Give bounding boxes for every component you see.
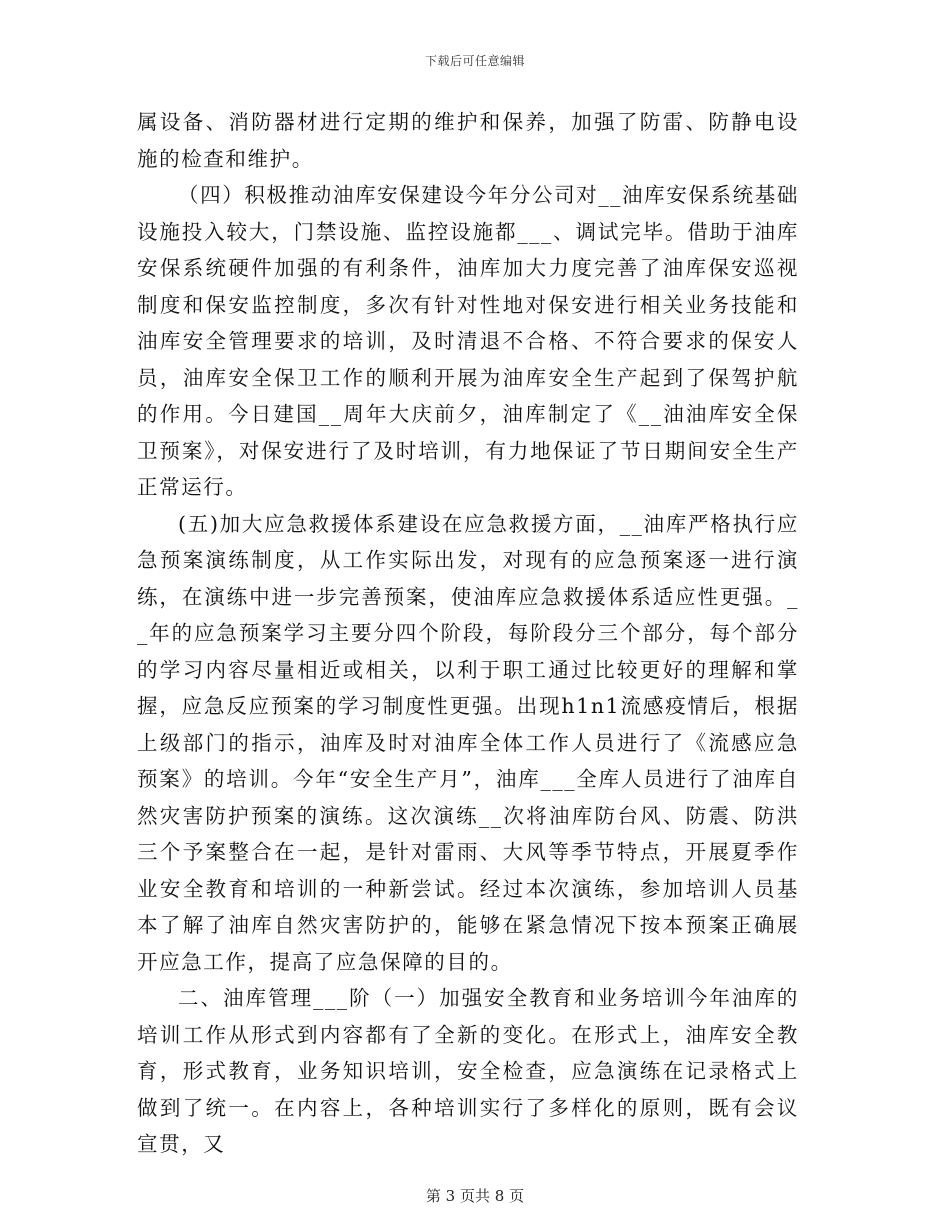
page-header: 下载后可任意编辑 xyxy=(424,54,525,68)
page-number: 第 3 页共 8 页 xyxy=(425,1187,525,1205)
paragraph-continuation: 属设备、消防器材进行定期的维护和保养，加强了防雷、防静电设施的检查和维护。 xyxy=(137,110,799,171)
paragraph-depot-management: 二、油库管理___阶（一）加强安全教育和业务培训今年油库的培训工作从形式到内容都有了全新的变化。在形式上，油库安全教育，形式教育，业务知识培训，安全检查，应急演练在记录格式上做到了统一。在内容上，各种培训实行了多样化的原则，既有会议宣贯，又 xyxy=(137,986,799,1156)
paragraph-emergency-rescue: (五)加大应急救援体系建设在应急救援方面，__油库严格执行应急预案演练制度，从工作实际出发，对现有的应急预案逐一进行演练，在演练中进一步完善预案，使油库应急救援体系适应性更强。__年的应急预案学习主要分四个阶段，每阶段分三个部分，每个部分的学习内容尽量相近或相关，以利于职工通过比较更好的理解和掌握，应急反应预案的学习制度性更强。出现h1n1流感疫情后，根据上级部门的指示，油库及时对油库全体工作人员进行了《流感应急预案》的培训。今年“安全生产月”，油库___全库人员进行了油库自然灾害防护预案的演练。这次演练__次将油库防台风、防震、防洪三个予案整合在一起，是针对雷雨、大风等季节特点，开展夏季作业安全教育和培训的一种新尝试。经过本次演练，参加培训人员基本了解了油库自然灾害防护的，能够在紧急情况下按本预案正确展开应急工作，提高了应急保障的目的。 xyxy=(137,511,799,974)
paragraph-security-construction: （四）积极推动油库安保建设今年分公司对__油库安保系统基础设施投入较大，门禁设施、监控设施都___、调试完毕。借助于油库安保系统硬件加强的有利条件，油库加大力度完善了油库保安巡视制度和保安监控制度，多次有针对性地对保安进行相关业务技能和油库安全管理要求的培训，及时清退不合格、不符合要求的保安人员，油库安全保卫工作的顺利开展为油库安全生产起到了保驾护航的作用。今日建国__周年大庆前夕，油库制定了《__油油库安全保卫预案》，对保安进行了及时培训，有力地保证了节日期间安全生产正常运行。 xyxy=(137,183,799,499)
document-body xyxy=(137,104,799,1163)
